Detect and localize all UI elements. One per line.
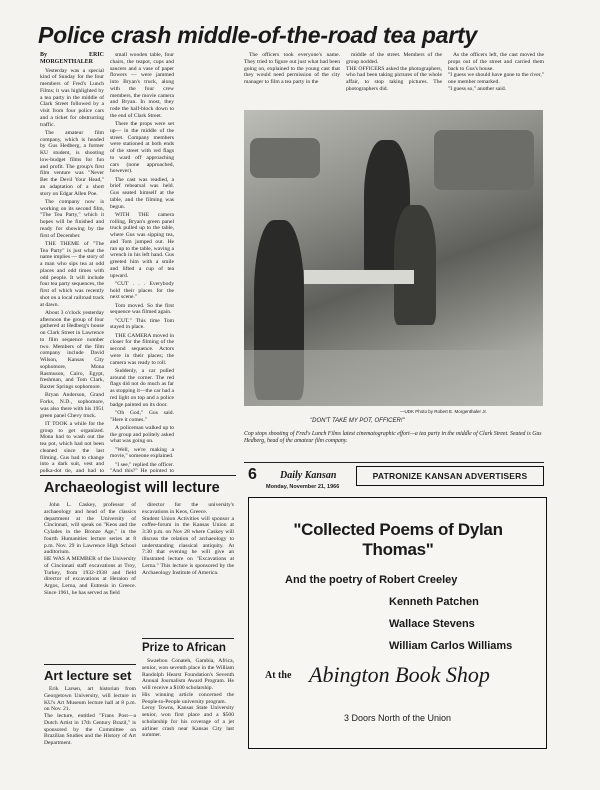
page-number: 6 bbox=[248, 466, 257, 483]
photo-caption: Cop stops shooting of Fred's Lunch Films latest cinematographic effort—a tea party in the middle of Clark Street. Seated is Gus Hedberg, head of the amateur film company. bbox=[244, 431, 542, 444]
article-column-3 bbox=[244, 52, 340, 108]
headline: Police crash middle-of-the-road tea party bbox=[38, 22, 478, 48]
article-paragraph: A policeman walked up to the group and politely asked what was going on. bbox=[110, 424, 174, 445]
article-paragraph: WITH THE camera rolling, Bryan's green panel truck pulled up to the table, where Gus was sipping tea, and Tom jumped out. He ran up to the table, waving a wrench in his left hand. Gus greeted him with a smile and lifted a cup of tea upward. bbox=[110, 211, 174, 279]
byline: By ERIC MORGENTHALER bbox=[40, 52, 104, 65]
article-paragraph: About 3 o'clock yesterday afternoon the group of four gathered at Hedberg's house on Clark Street in Lawrence to film sequence number two. Members of the film company include David Wilson, Kansas City sophomore, Mona Rasmuson, Cairo, Egypt, freshman, and Tom Clark, Baxter Springs sophomore. bbox=[40, 309, 104, 390]
archaeologist-left-text: John L. Caskey, professor of archaeology and head of the classics department at the University of Cincinnati, will speak on "Keos and the Cylades in the Bronze Age," in the fourth Humanities lecture series at 8 p.m. Nov. 29 in Lawrence High School auditorium. HE WAS A MEMBER of the University of Cincinnati staff excavations at Troy, Turkey, from 1932-1938 and field director of excavations at Heraion of Argos, Lerna, and Eutresis in Greece. Since 1961, he has served as field bbox=[44, 502, 136, 596]
news-photo bbox=[244, 110, 543, 406]
prize-body bbox=[142, 658, 234, 750]
ad-shop-name: Abington Book Shop bbox=[309, 662, 490, 687]
article-paragraph: "Well, we're making a movie," someone explained. bbox=[110, 446, 174, 460]
article-paragraph: The company now is working on its second film, "The Tea Party," which it hopes will be finished and ready for showing by the first of December. bbox=[40, 198, 104, 239]
ad-title: "Collected Poems of Dylan Thomas" bbox=[293, 520, 503, 559]
article-paragraph: "CUT." This time Tom stayed in place. bbox=[110, 317, 174, 331]
article-paragraph: small wooden table, four chairs, the teapot, cups and saucers and a vase of paper flowers — were jammed into Bryan's truck, along with the four crew members, the movie camera and Bryan. In most, they rode the half-block down to the end of Clark Street. bbox=[110, 52, 174, 119]
article-column-1 bbox=[40, 52, 104, 474]
issue-date: Monday, November 21, 1966 bbox=[266, 484, 340, 490]
archaeologist-head: Archaeologist will lecture bbox=[44, 480, 220, 496]
article-column-5 bbox=[448, 52, 544, 108]
patronize-banner-text: PATRONIZE KANSAN ADVERTISERS bbox=[372, 471, 528, 481]
ad-location: 3 Doors North of the Union bbox=[343, 713, 452, 723]
article-paragraph: Yesterday was a special kind of Sunday for the four members of Fred's Lunch Films; it was highlighted by a tea party in the middle of Clark Street followed by a visit from four police cars and a ticket for obstructing traffic. bbox=[40, 67, 104, 128]
article-paragraph: There the props were set up— in the middle of the street. Company members were stationed at both ends of the street with red flags to ward off approaching cars (none approached, however). bbox=[110, 121, 174, 175]
article-paragraph: "Oh God," Gus said. "Here it comes." bbox=[110, 409, 174, 423]
paper-name: Daily Kansan bbox=[280, 470, 337, 481]
prize-text: Swaebou Conateh, Gambia, Africa, senior, won seventh place in the William Randolph Hearst Foundation's Seventh Annual Journalism Award Program. He will receive a $100 scholarship. His winning article concerned the People-to-People university program. Leroy Towns, Kansas State University senior, won first place and a $500 scholarship for his coverage of a jet airliner crash near Kansas City last summer. bbox=[142, 658, 234, 739]
article-column-2 bbox=[110, 52, 174, 474]
bookshop-ad bbox=[248, 497, 547, 749]
article-paragraph: Tom moved. So the first sequence was filmed again. bbox=[110, 302, 174, 316]
photo-credit: —UDK Photo by Robert E. Morgenthaler Jr. bbox=[400, 409, 488, 414]
prize-head: Prize to African bbox=[142, 642, 226, 654]
patronize-banner bbox=[356, 466, 544, 486]
article-paragraph: IT TOOK a while for the group to get organized. Mona had to wash out the tea pot, which had not been cleaned since the last filming. Gus had to change into a dark suit, vest and polka-dot tie, and had to bbox=[40, 420, 104, 474]
art-lecture-head: Art lecture set bbox=[44, 668, 132, 683]
article-paragraph: THE THEME of "The Tea Party" is just what the name implies — the story of a man who sips tea at odd places and odd times with odd people. It will include four tea party sequences, the first of which was recently shot on a local railroad track at dawn. bbox=[40, 240, 104, 308]
art-lecture-body bbox=[44, 686, 136, 748]
article-paragraph: THE CAMERA moved in closer for the filming of the second sequence. Actors were in their places; the camera was ready to roll. bbox=[110, 332, 174, 366]
article-col4-text: middle of the street. Members of the group nodded. THE OFFICERS asked the photographers, who had been taking pictures of the whole affair, to stop taking pictures. The photographers did. bbox=[346, 52, 442, 92]
ad-line-4: William Carlos Williams bbox=[389, 640, 513, 652]
article-column-4 bbox=[346, 52, 442, 108]
article-col3-text: The officers took everyone's name. They tried to figure out just what had been going on, explained to the young cast that they would need permission of the city manager to film a tea party in the bbox=[244, 52, 340, 85]
article-paragraph: The amateur film company, which is headed by Gus Hedberg, a former KU student, is shooting low-budget films for fun and profit. The group's first film venture was "Never Bet the Devil Your Head," an adaptation of a short story on Edgar Allen Poe. bbox=[40, 129, 104, 197]
ad-line-1: And the poetry of Robert Creeley bbox=[285, 574, 458, 586]
article-paragraph: "CUT . . . Everybody hold their places for the next scene." bbox=[110, 280, 174, 301]
archaeologist-left bbox=[44, 502, 136, 662]
article-paragraph: "I see," replied the officer. "And this?" He pointed to bbox=[110, 461, 174, 474]
photo-quote: "DON'T TAKE MY POT, OFFICER!" bbox=[310, 418, 405, 424]
archaeologist-right bbox=[142, 502, 234, 628]
article-paragraph: Bryan Anderson, Grand Forks, N.D., sophomore, was also there with his 1951 green panel Chevy truck. bbox=[40, 392, 104, 419]
ad-at: At the bbox=[265, 670, 292, 681]
article-paragraph: Suddenly, a car pulled around the corner. The red flags did not do much as far as stopping it—the car had a red light on top and a police badge painted on its door. bbox=[110, 367, 174, 408]
article-paragraph: The cast was readied, a brief rehearsal was held. Gus seated himself at the table, and the filming was begun. bbox=[110, 176, 174, 210]
archaeologist-right-text: director for the university's excavations in Keos, Greece. Student Union Activities will sponsor a coffee-forum in the Kansas Union at 3:30 p.m. on Nov 28 where Caskey will discuss the relation of archaeology to understanding classical antiquity. At 7:30 that evening he will give an illustrated lecture on "Excavations at Lerna." This lecture is sponsored by the Archaeology Institute of America. bbox=[142, 502, 234, 576]
ad-line-2: Kenneth Patchen bbox=[389, 596, 479, 608]
article-col5-text: As the officers left, the cast moved the props out of the street and carried them back to Gus's house. "I guess we should have gone to the river," one member remarked. "I guess so," another said. bbox=[448, 52, 544, 92]
art-lecture-text: Erik Larsen, art historian from Georgetown University, will lecture in KU's Art Museum lecture hall at 8 p.m. on Nov. 21. The lecture, entitled "Frans Post—a Dutch Artist in 17th Century Brazil," is sponsored by the Committee on Brazilian Studies and the History of Art Department. bbox=[44, 686, 136, 746]
ad-line-3: Wallace Stevens bbox=[389, 618, 475, 630]
